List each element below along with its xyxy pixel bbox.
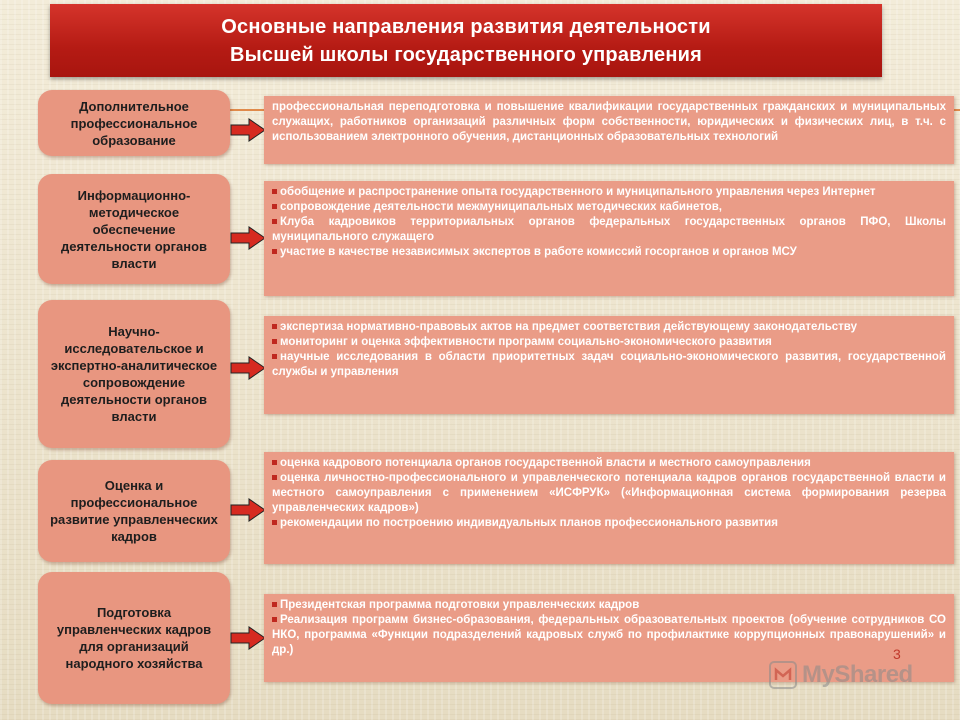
description-text-1: профессиональная переподготовка и повышение квалификации государственных гражданских и муниципальных служащих, работников организаций различных форм собственности, юридических и физических лиц, в т.ч. с использованием электронного обучения, дистанционных образовательных технологий <box>272 101 946 143</box>
watermark <box>768 658 913 692</box>
list-item <box>272 215 946 245</box>
description-box-4 <box>264 452 954 564</box>
bullet-icon <box>272 219 277 224</box>
page-number: 3 <box>893 646 901 662</box>
list-item-text: сопровождение деятельности межмуниципальных методических кабинетов, <box>280 201 722 213</box>
description-box-3 <box>264 316 954 414</box>
watermark-text: MyShared <box>802 661 913 688</box>
list-item <box>272 320 946 335</box>
list-item <box>272 516 946 531</box>
category-box-3 <box>38 300 230 448</box>
myshared-logo-icon <box>768 660 798 690</box>
bullet-icon <box>272 520 277 525</box>
bullet-icon <box>272 324 277 329</box>
list-item <box>272 598 946 613</box>
title-banner <box>50 4 882 77</box>
category-label-1: Дополнительное профессиональное образование <box>70 98 198 148</box>
title-line-2: Высшей школы государственного управления <box>229 43 703 66</box>
arrow-right-icon <box>230 498 266 522</box>
category-label-2: Информационно-методическое обеспечение деятельности органов власти <box>60 187 208 271</box>
list-item-text: участие в качестве независимых экспертов в работе комиссий госорганов и органов МСУ <box>280 246 797 258</box>
category-box-5 <box>38 572 230 704</box>
list-item-text: рекомендации по построению индивидуальных планов профессионального развития <box>280 517 778 529</box>
list-item-text: обобщение и распространение опыта государственного и муниципального управления через Интернет <box>280 186 876 198</box>
list-item <box>272 613 946 658</box>
list-item <box>272 350 946 380</box>
list-item-text: оценка кадрового потенциала органов государственной власти и местного самоуправления <box>280 457 811 469</box>
description-box-2 <box>264 181 954 296</box>
list-item-text: мониторинг и оценка эффективности программ социально-экономического развития <box>280 336 772 348</box>
description-box-1 <box>264 96 954 164</box>
category-box-1 <box>38 90 230 156</box>
list-item-text: Президентская программа подготовки управленческих кадров <box>280 599 640 611</box>
category-box-4 <box>38 460 230 562</box>
list-item-text: оценка личностно-профессионального и управленческого потенциала кадров органов государственной власти и местного самоуправления с применением «ИСФРУК» («Информационная система формирования резерва управленческих кадров») <box>272 472 946 514</box>
category-label-5: Подготовка управленческих кадров для организаций народного хозяйства <box>56 605 212 671</box>
bullet-icon <box>272 204 277 209</box>
arrow-right-icon <box>230 226 266 250</box>
arrow-right-icon <box>230 356 266 380</box>
list-item-text: экспертиза нормативно-правовых актов на предмет соответствия действующему законодательству <box>280 321 857 333</box>
list-item <box>272 335 946 350</box>
bullet-icon <box>272 189 277 194</box>
list-item-text: Реализация программ бизнес-образования, федеральных образовательных проектов (обучение сотрудников СО НКО, программа «Функции подразделений кадровых служб по профилактике коррупционных правонарушений» и др.) <box>272 614 946 656</box>
category-label-4: Оценка и профессиональное развитие управленческих кадров <box>50 478 218 544</box>
category-label-3: Научно-исследовательское и экспертно-аналитическое сопровождение деятельности органов власти <box>50 324 218 424</box>
list-item-text: Клуба кадровиков территориальных органов федеральных государственных органов ПФО, Школы муниципального служащего <box>272 216 946 243</box>
list-item <box>272 185 946 200</box>
arrow-right-icon <box>230 626 266 650</box>
list-item <box>272 200 946 215</box>
arrow-right-icon <box>230 118 266 142</box>
category-box-2 <box>38 174 230 284</box>
list-item-text: научные исследования в области приоритетных задач социально-экономического развития, государственной службы и управления <box>272 351 946 378</box>
list-item <box>272 471 946 516</box>
bullet-icon <box>272 475 277 480</box>
list-item <box>272 456 946 471</box>
bullet-icon <box>272 617 277 622</box>
bullet-icon <box>272 249 277 254</box>
bullet-icon <box>272 354 277 359</box>
list-item <box>272 245 946 260</box>
bullet-icon <box>272 339 277 344</box>
title-line-1: Основные направления развития деятельности <box>221 15 711 38</box>
bullet-icon <box>272 602 277 607</box>
bullet-icon <box>272 460 277 465</box>
